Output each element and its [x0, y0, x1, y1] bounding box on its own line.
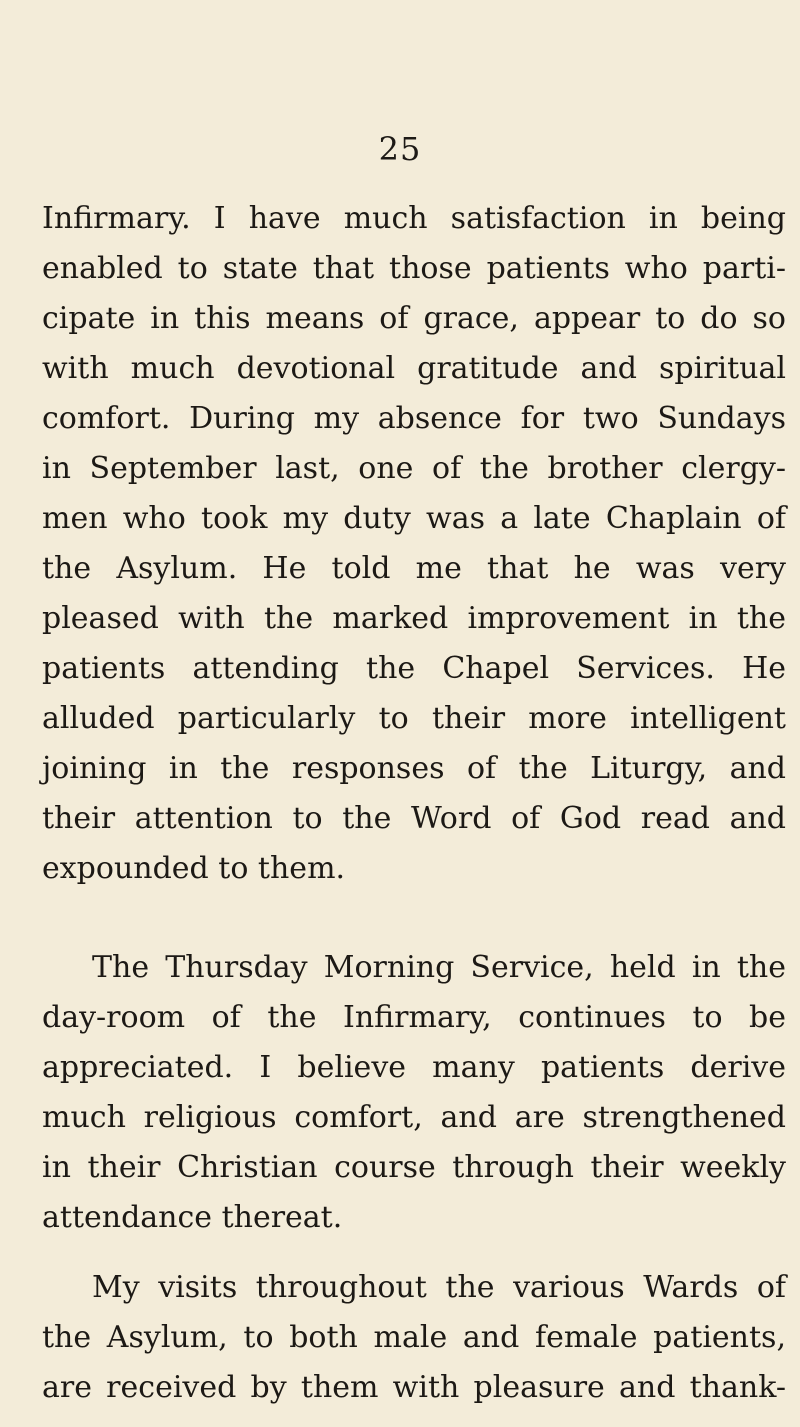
text-line: men who took my duty was a late Chaplain of [42, 501, 786, 536]
text-line: in September last, one of the brother clergy- [42, 451, 786, 486]
paragraph-3 [42, 1263, 786, 1413]
text-line: expounded to them. [42, 851, 346, 886]
page-number: 25 [378, 130, 422, 168]
text-line: Infirmary. I have much satisfaction in being [42, 201, 786, 236]
paragraph-1 [42, 194, 786, 894]
text-line: with much devotional gratitude and spiritual [42, 351, 786, 386]
text-line: alluded particularly to their more intelligent [42, 701, 786, 736]
paragraph-2 [42, 943, 786, 1243]
text-line: the Asylum. He told me that he was very [42, 551, 786, 586]
text-line: The Thursday Morning Service, held in the [92, 950, 786, 985]
text-line: appreciated. I believe many patients derive [42, 1050, 786, 1085]
text-line: are received by them with pleasure and thank- [42, 1370, 786, 1405]
text-line: in their Christian course through their weekly [42, 1150, 786, 1185]
text-line: joining in the responses of the Liturgy, and [42, 751, 786, 786]
text-line: day-room of the Infirmary, continues to be [42, 1000, 786, 1035]
text-line: My visits throughout the various Wards of [92, 1270, 786, 1305]
text-line: their attention to the Word of God read and [42, 801, 786, 836]
text-line: cipate in this means of grace, appear to do so [42, 301, 786, 336]
text-line: comfort. During my absence for two Sundays [42, 401, 786, 436]
text-line: much religious comfort, and are strengthened [42, 1100, 786, 1135]
text-line: pleased with the marked improvement in the [42, 601, 786, 636]
text-line: attendance thereat. [42, 1200, 343, 1235]
text-line: the Asylum, to both male and female patients, [42, 1320, 786, 1355]
text-line: patients attending the Chapel Services. He [42, 651, 786, 686]
text-line: enabled to state that those patients who parti- [42, 251, 786, 286]
